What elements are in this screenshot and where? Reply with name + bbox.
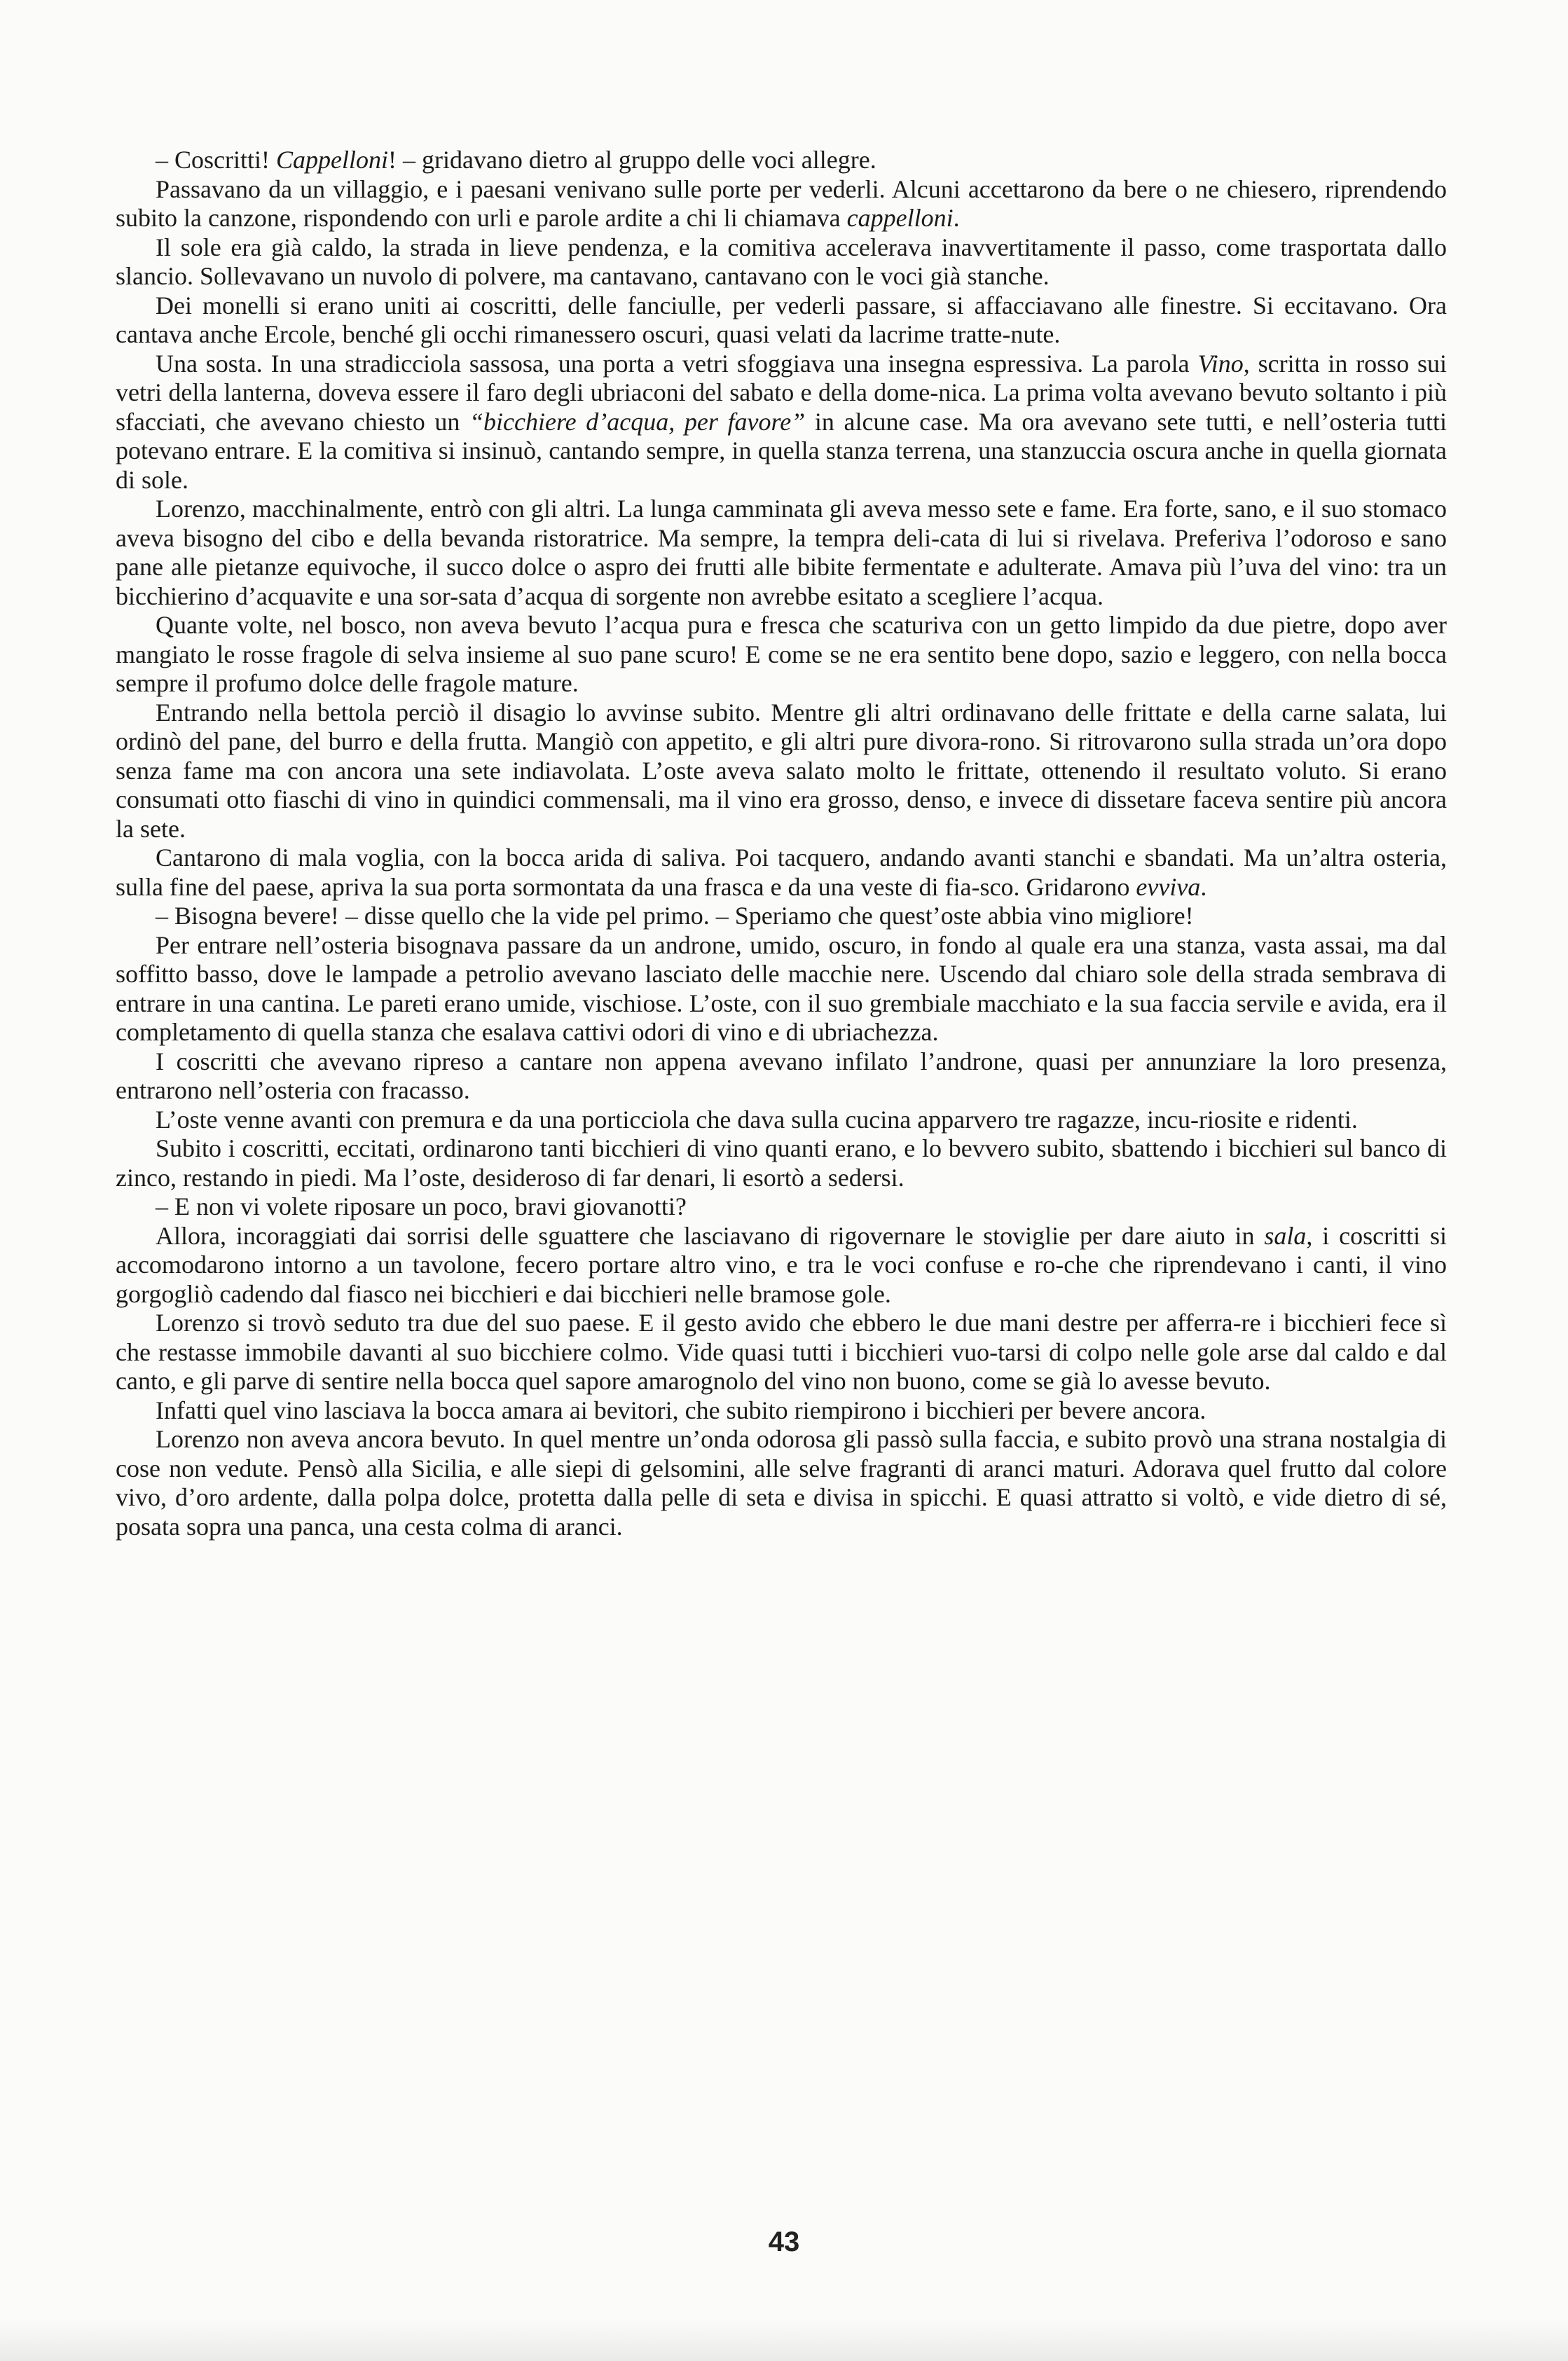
text-run: Passavano da un villaggio, e i paesani venivano sulle porte per vederli. Alcuni accettarono da bere o ne chiesero, riprendendo subito la canzone, rispondendo con urli e parole ardite a chi li chiamava [116,174,1447,232]
paragraph [116,931,1447,1047]
text-run: Lorenzo non aveva ancora bevuto. In quel mentre un’onda odorosa gli passò sulla faccia, e subito provò una strana nostalgia di cose non vedute. Pensò alla Sicilia, e alle siepi di gelsomini, alle selve fragranti di aranci maturi. Adorava quel frutto dal colore vivo, d’oro ardente, dalla polpa dolce, protetta dalla pelle di seta e divisa in spicchi. E quasi attratto si voltò, e vide dietro di sé, posata sopra una panca, una cesta colma di aranci. [116,1425,1447,1541]
page-edge-shadow [0,2319,1568,2361]
italic-run: Cappelloni [275,146,388,174]
text-run: – Bisogna bevere! – disse quello che la vide pel primo. – Speriamo che quest’oste abbia vino migliore! [156,902,1194,930]
paragraph [116,1106,1447,1135]
italic-run: “bicchiere d’acqua, per favore” [469,407,806,436]
text-run: ! – gridavano dietro al gruppo delle voci allegre. [387,146,876,174]
text-run: L’oste venne avanti con premura e da una porticciola che dava sulla cucina apparvero tre ragazze, incu-riosite e ridenti. [156,1105,1358,1134]
text-run: Allora, incoraggiati dai sorrisi delle sguattere che lasciavano di rigovernare le stoviglie per dare aiuto in [156,1221,1265,1250]
paragraph [116,291,1447,350]
text-run: Cantarono di mala voglia, con la bocca arida di saliva. Poi tacquero, andando avanti stanchi e sbandati. Ma un’altra osteria, sulla fine del paese, apriva la sua porta sormontata da una frasca e da una veste di fia-sco. Gridarono [116,844,1447,901]
paragraph [116,1047,1447,1106]
text-run: . [953,204,960,232]
text-run: Infatti quel vino lasciava la bocca amara ai bevitori, che subito riempirono i bicchieri per bevere ancora. [156,1396,1206,1424]
paragraph [116,350,1447,495]
paragraph [116,1134,1447,1192]
paragraph [116,495,1447,611]
text-run: , scritta in rosso sui vetri della lanterna, doveva essere il faro degli ubriaconi del sabato e della dome-nica. La prima volta avevano bevuto soltanto i più sfacciati, che avevano chiesto un [116,349,1447,436]
text-run: Quante volte, nel bosco, non aveva bevuto l’acqua pura e fresca che scaturiva con un getto limpido da due pietre, dopo aver mangiato le rosse fragole di selva insieme al suo pane scuro! E come se ne era sentito bene dopo, sazio e leggero, con nella bocca sempre il profumo dolce delle fragole mature. [116,611,1447,697]
text-run: in alcune case. Ma ora avevano sete tutti, e nell’osteria tutti potevano entrare. E la comitiva si insinuò, cantando sempre, in quella stanza terrena, una stanzuccia oscura anche in quella giornata di sole. [116,407,1447,494]
paragraph [116,146,1447,175]
text-run: Subito i coscritti, eccitati, ordinarono tanti bicchieri di vino quanti erano, e lo bevvero subito, sbattendo i bicchieri sul banco di zinco, restando in piedi. Ma l’oste, desideroso di far denari, li esortò a sedersi. [116,1134,1447,1192]
text-run: – E non vi volete riposare un poco, bravi giovanotti? [156,1192,687,1220]
paragraph [116,611,1447,698]
paragraph [116,1425,1447,1541]
text-run: Il sole era già caldo, la strada in lieve pendenza, e la comitiva accelerava inavvertitamente il passo, come trasportata dallo slancio. Sollevavano un nuvolo di polvere, ma cantavano, cantavano con le voci già stanche. [116,233,1447,290]
paragraph [116,1396,1447,1426]
paragraph [116,175,1447,233]
paragraph [116,1309,1447,1396]
text-run: Lorenzo si trovò seduto tra due del suo paese. E il gesto avido che ebbero le due mani destre per afferra-re i bicchieri fece sì che restasse immobile davanti al suo bicchiere colmo. Vide quasi tutti i bicchieri vuo-tarsi di colpo nelle gole arse dal caldo e dal canto, e gli parve di sentire nella bocca quel sapore amarognolo del vino non buono, come se già lo avesse bevuto. [116,1309,1447,1395]
text-run: Per entrare nell’osteria bisognava passare da un androne, umido, oscuro, in fondo al quale era una stanza, vasta assai, ma dal soffitto basso, dove le lampade a petrolio avevano lasciato delle macchie nere. Uscendo dal chiaro sole della strada sembrava di entrare in una cantina. Le pareti erano umide, vischiose. L’oste, con il suo grembiale macchiato e la sua faccia servile e avida, era il completamento di quella stanza che esalava cattivi odori di vino e di ubriachezza. [116,930,1447,1046]
paragraph [116,902,1447,931]
paragraph [116,698,1447,844]
paragraph [116,1192,1447,1222]
italic-run: evviva [1136,872,1201,901]
text-run: I coscritti che avevano ripreso a cantare non appena avevano infilato l’androne, quasi per annunziare la loro presenza, entrarono nell’osteria con fracasso. [116,1047,1447,1104]
text-run: Dei monelli si erano uniti ai coscritti, delle fanciulle, per vederli passare, si affacciavano alle finestre. Si eccitavano. Ora cantava anche Ercole, benché gli occhi rimanessero oscuri, quasi velati da lacrime tratte-nute. [116,291,1447,348]
text-run: . [1200,872,1207,901]
text-run: Una sosta. In una stradicciola sassosa, una porta a vetri sfoggiava una insegna espressiva. La parola [156,349,1198,378]
paragraph [116,233,1447,291]
text-run: Entrando nella bettola perciò il disagio lo avvinse subito. Mentre gli altri ordinavano delle frittate e della carne salata, lui ordinò del pane, del burro e della frutta. Mangiò con appetito, e gli altri pure divora-rono. Si ritrovarono sulla strada un’ora dopo senza fame ma con ancora una sete indiavolata. L’oste aveva salato molto le frittate, ottenendo il resultato voluto. Si erano consumati otto fiaschi di vino in quindici commensali, ma il vino era grosso, denso, e invece di dissetare faceva sentire più ancora la sete. [116,698,1447,843]
body-text [116,146,1447,1541]
paragraph [116,844,1447,902]
italic-run: cappelloni [846,204,954,232]
italic-run: sala [1264,1221,1307,1250]
italic-run: Vino [1197,349,1244,378]
paragraph [116,1222,1447,1309]
text-run: – Coscritti! [156,146,276,174]
text-run: , i coscritti si accomodarono intorno a un tavolone, fecero portare altro vino, e tra le voci confuse e ro-che che riprendevano i canti, il vino gorgogliò cadendo dal fiasco nei bicchieri e dai bicchieri nelle bramose gole. [116,1221,1447,1308]
page-number: 43 [768,2226,800,2257]
text-run: Lorenzo, macchinalmente, entrò con gli altri. La lunga camminata gli aveva messo sete e fame. Era forte, sano, e il suo stomaco aveva bisogno del cibo e della bevanda ristoratrice. Ma sempre, la tempra deli-cata di lui si rivelava. Preferiva l’odoroso e sano pane alle pietanze equivoche, il succo dolce o aspro dei frutti alle bibite fermentate e adulterate. Amava più l’uva del vino: tra un bicchierino d’acquavite e una sor-sata d’acqua di sorgente non avrebbe esitato a scegliere l’acqua. [116,495,1447,610]
